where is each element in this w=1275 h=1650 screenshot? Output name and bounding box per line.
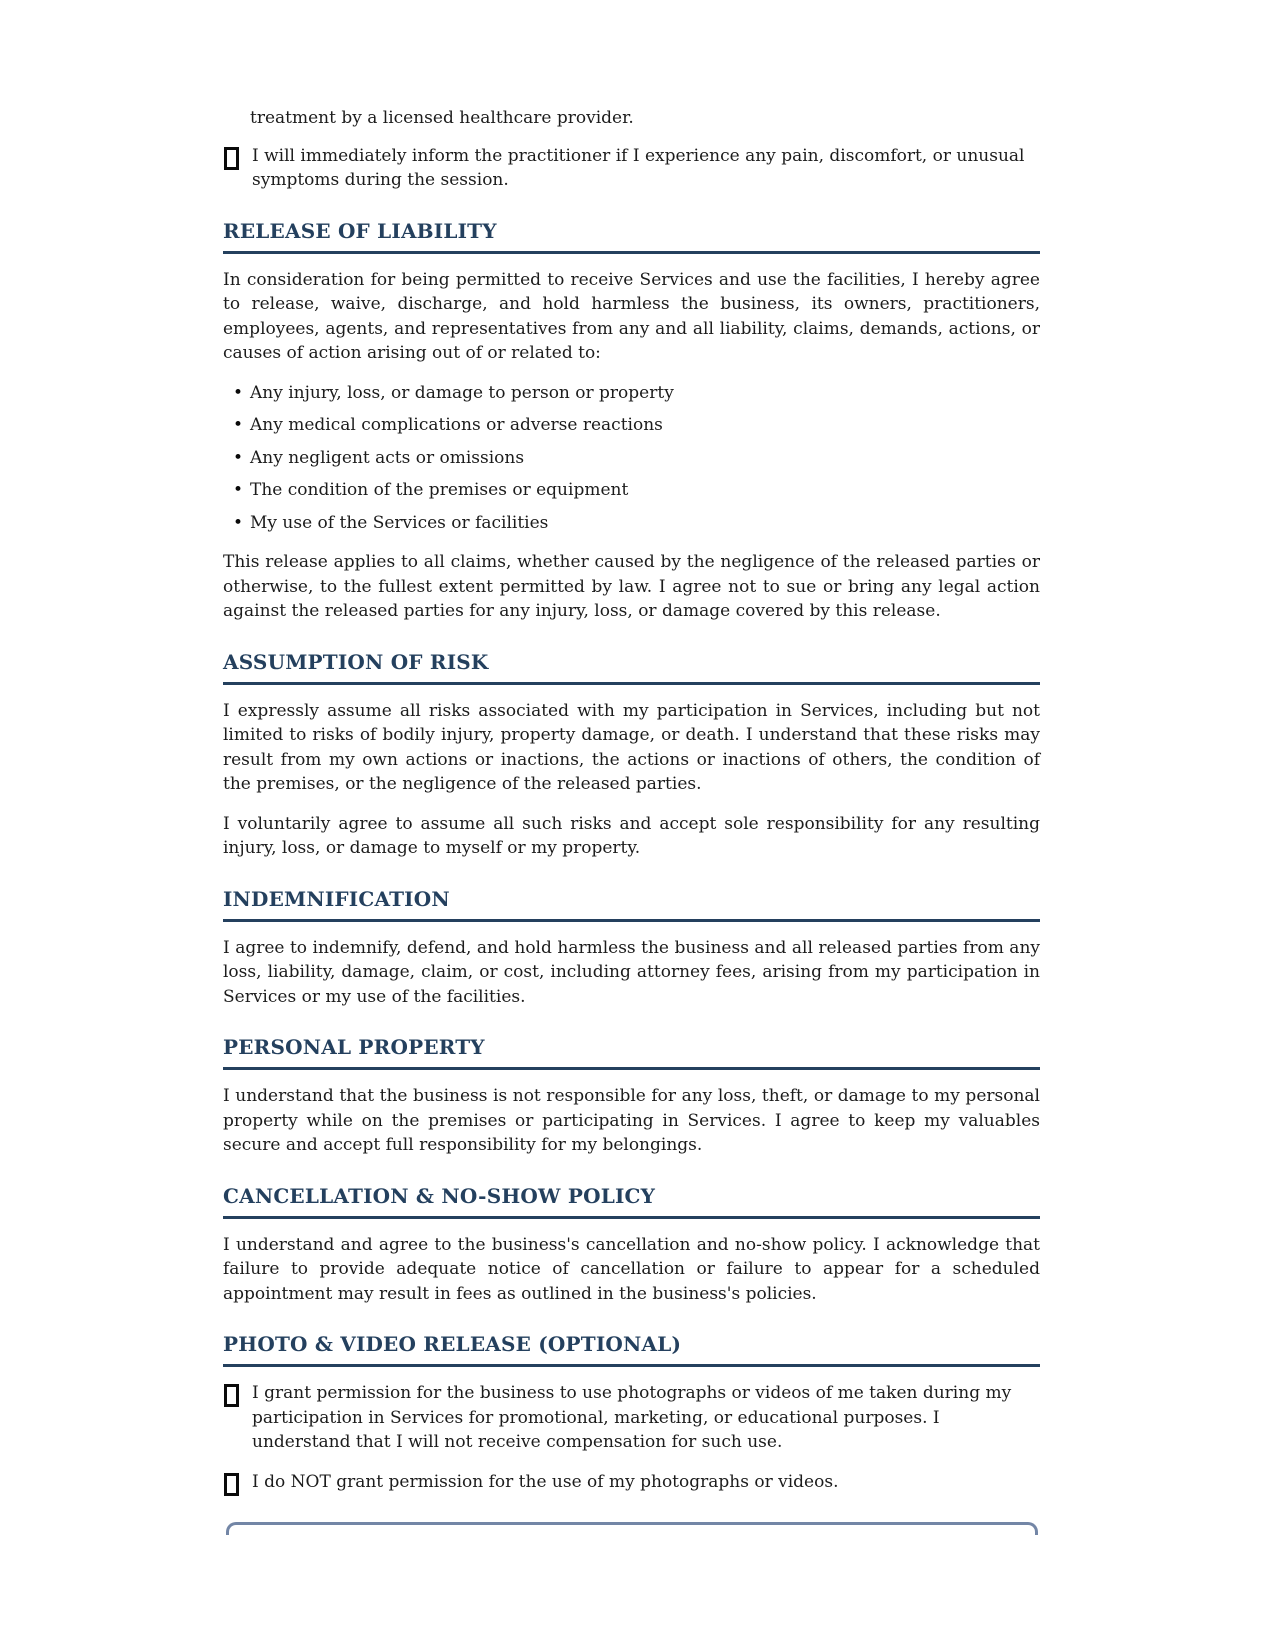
bullet-item: • My use of the Services or facilities (223, 511, 1040, 536)
paragraph: This release applies to all claims, whether caused by the negligence of the released parties or otherwise, to the fullest extent permitted by law. I agree not to sue or bring any legal action against the released parties for any injury, loss, or damage covered by this release. (223, 552, 1040, 621)
section-assumption-of-risk (223, 650, 1040, 861)
bullet-item: • Any injury, loss, or damage to person or property (223, 381, 1040, 406)
checkbox-label: I will immediately inform the practitioner if I experience any pain, discomfort, or unusual symptoms during the session. (252, 145, 1025, 190)
section-blocks (223, 936, 1040, 1010)
section-blocks (223, 268, 1040, 624)
bullet-list (223, 381, 1040, 536)
checkbox-unchecked[interactable] (224, 1384, 239, 1407)
checkbox-unchecked[interactable] (224, 1473, 239, 1496)
bullet-item: • Any negligent acts or omissions (223, 446, 1040, 471)
checkbox-item (223, 1381, 1040, 1455)
section-heading: INDEMNIFICATION (223, 887, 1040, 922)
checkbox-unchecked[interactable] (224, 147, 239, 170)
section-cancellation-no-show-policy (223, 1184, 1040, 1307)
bullet-item: • Any medical complications or adverse reactions (223, 413, 1040, 438)
paragraph: In consideration for being permitted to receive Services and use the facilities, I hereby agree to release, waive, discharge, and hold harmless the business, its owners, practitioners, employees, agents, and representatives from any and all liability, claims, demands, actions, or causes of action arising out of or related to: (223, 269, 1040, 363)
section-personal-property (223, 1035, 1040, 1158)
next-box-top-border (226, 1522, 1038, 1535)
bullet-item: • The condition of the premises or equipment (223, 478, 1040, 503)
paragraph-continuation: treatment by a licensed healthcare provider. (250, 108, 634, 128)
section-blocks (223, 1084, 1040, 1158)
section-blocks (223, 1381, 1040, 1496)
paragraph: I agree to indemnify, defend, and hold harmless the business and all released parties from any loss, liability, damage, claim, or cost, including attorney fees, arising from my participation in Services or my use of the facilities. (223, 937, 1040, 1007)
section-blocks (223, 1233, 1040, 1307)
checkbox-label: I do NOT grant permission for the use of my photographs or videos. (252, 1471, 839, 1492)
section-heading: PERSONAL PROPERTY (223, 1035, 1040, 1070)
intro-checklist (223, 144, 1040, 193)
section-heading: CANCELLATION & NO-SHOW POLICY (223, 1184, 1040, 1219)
sections-container (223, 219, 1040, 1496)
waiver-content (223, 106, 1040, 1535)
checkbox-item (223, 1470, 1040, 1496)
section-photo-video-release-optional (223, 1332, 1040, 1496)
paragraph: I understand and agree to the business's cancellation and no-show policy. I acknowledge that failure to provide adequate notice of cancellation or failure to appear for a scheduled appointment may result in fees as outlined in the business's policies. (223, 1234, 1040, 1304)
paragraph: I expressly assume all risks associated with my participation in Services, including but not limited to risks of bodily injury, property damage, or death. I understand that these risks may result from my own actions or inactions, the actions or inactions of others, the condition of the premises, or the negligence of the released parties. (223, 700, 1040, 794)
section-heading: PHOTO & VIDEO RELEASE (OPTIONAL) (223, 1332, 1040, 1367)
section-release-of-liability (223, 219, 1040, 624)
checkbox-item (223, 144, 1040, 193)
paragraph: I understand that the business is not responsible for any loss, theft, or damage to my personal property while on the premises or participating in Services. I agree to keep my valuables secure and accept full responsibility for my belongings. (223, 1086, 1040, 1155)
section-heading: RELEASE OF LIABILITY (223, 219, 1040, 254)
section-indemnification (223, 887, 1040, 1010)
checkbox-label: I grant permission for the business to use photographs or videos of me taken during my participation in Services for promotional, marketing, or educational purposes. I understand that I will not receive compensation for such use. (252, 1383, 1012, 1452)
section-heading: ASSUMPTION OF RISK (223, 650, 1040, 685)
section-blocks (223, 699, 1040, 861)
paragraph: I voluntarily agree to assume all such risks and accept sole responsibility for any resulting injury, loss, or damage to myself or my property. (223, 813, 1040, 858)
